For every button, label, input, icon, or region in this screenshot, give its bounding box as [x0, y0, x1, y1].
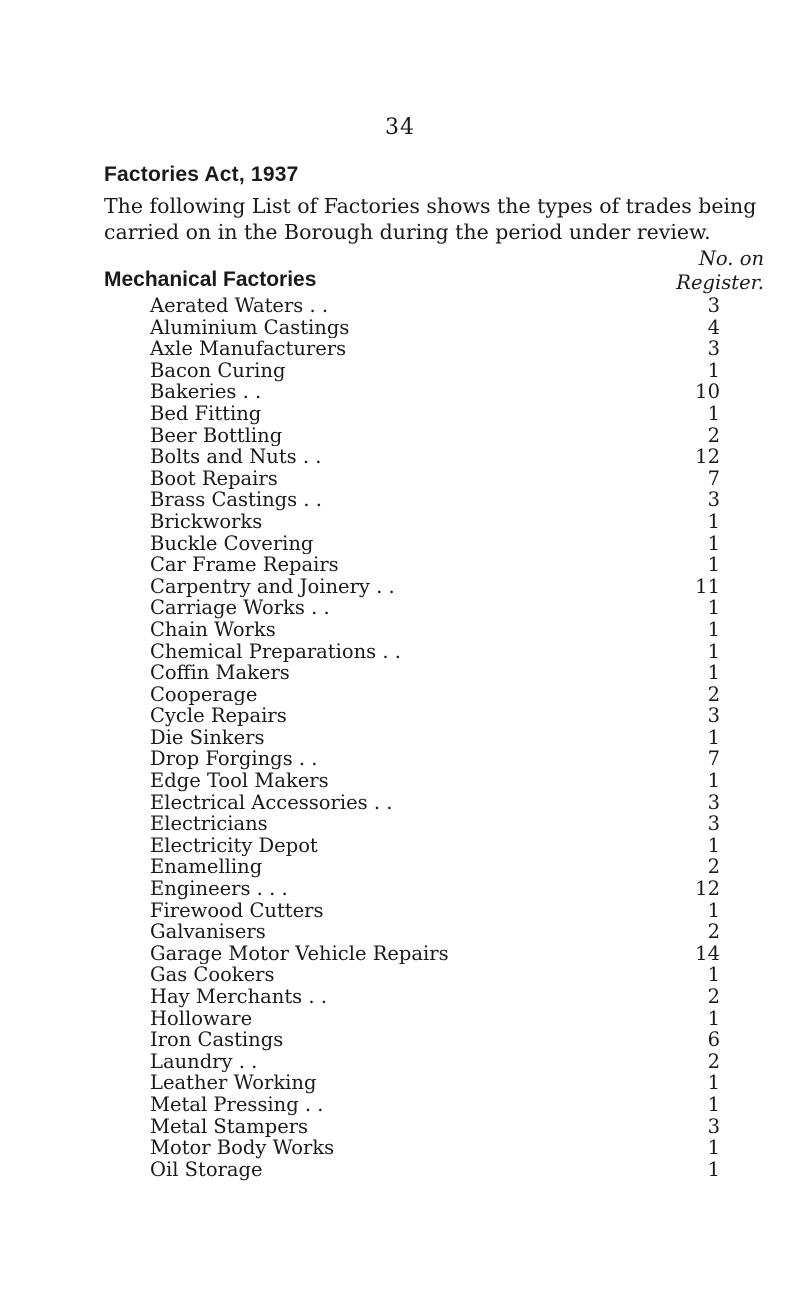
factory-trade-name: Brass Castings . .: [150, 489, 326, 511]
factory-trade-name: Boot Repairs: [150, 468, 282, 490]
factory-register-count: 1: [707, 553, 720, 577]
section-heading: Mechanical Factories: [104, 268, 317, 291]
factory-row: [150, 900, 720, 922]
factory-trade-name: Carriage Works . .: [150, 597, 334, 619]
factory-row: [150, 403, 720, 425]
factory-register-count: 1: [707, 1071, 720, 1095]
factory-register-count: 3: [707, 488, 720, 512]
factory-row: [150, 964, 720, 986]
factory-register-count: 1: [707, 1136, 720, 1160]
register-header-line-1: No. on: [698, 247, 764, 270]
factory-register-count: 3: [707, 294, 720, 317]
factory-register-count: 3: [707, 1114, 720, 1138]
page-title: Factories Act, 1937: [104, 163, 299, 186]
factory-trade-name: Chain Works: [150, 619, 280, 641]
factory-register-count: 1: [707, 769, 720, 793]
factory-trade-name: Axle Manufacturers: [150, 338, 350, 360]
factory-row: [150, 360, 720, 382]
factory-trade-name: Holloware: [150, 1008, 256, 1030]
factory-register-count: 2: [707, 1049, 720, 1073]
factory-row: [150, 1029, 720, 1051]
factory-register-count: 7: [707, 747, 720, 771]
factory-row: [150, 1051, 720, 1073]
factory-row: [150, 317, 720, 339]
register-header-line-2: Register.: [676, 271, 764, 294]
factory-trade-name: Laundry . .: [150, 1051, 261, 1073]
factory-trade-name: Bolts and Nuts . .: [150, 446, 325, 468]
factory-register-count: 2: [707, 423, 720, 447]
factory-register-count: 2: [707, 985, 720, 1008]
factory-trade-name: Bed Fitting: [150, 403, 265, 425]
factory-register-count: 1: [707, 639, 720, 663]
factory-row: [150, 1116, 720, 1138]
factory-register-count: 1: [707, 1006, 720, 1030]
factory-register-count: 6: [707, 1028, 720, 1052]
factory-row: [150, 727, 720, 749]
factory-register-count: 1: [707, 1157, 720, 1181]
factory-row: [150, 489, 720, 511]
factory-row: [150, 576, 720, 598]
factory-row: [150, 792, 720, 814]
factory-row: [150, 813, 720, 835]
factory-row: [150, 770, 720, 792]
factory-row: [150, 662, 720, 684]
factory-trade-name: Brickworks: [150, 511, 266, 533]
factory-trade-name: Carpentry and Joinery . .: [150, 576, 399, 598]
factory-trade-name: Beer Bottling: [150, 425, 286, 447]
factory-row: [150, 533, 720, 555]
factory-register-count: 2: [707, 855, 720, 879]
factory-row: [150, 835, 720, 857]
factory-register-count: 1: [707, 358, 720, 382]
factory-trade-name: Leather Working: [150, 1072, 320, 1094]
factory-trade-name: Cycle Repairs: [150, 705, 291, 727]
factory-register-count: 1: [707, 531, 720, 555]
factory-list: [150, 295, 720, 1180]
factory-row: [150, 1072, 720, 1094]
factory-row: [150, 554, 720, 576]
factory-trade-name: Firewood Cutters: [150, 900, 328, 922]
factory-trade-name: Galvanisers: [150, 921, 270, 943]
factory-trade-name: Drop Forgings . .: [150, 748, 321, 770]
factory-row: [150, 295, 720, 317]
factory-trade-name: Aluminium Castings: [150, 317, 353, 339]
factory-register-count: 1: [707, 1092, 720, 1116]
factory-row: [150, 641, 720, 663]
factory-row: [150, 705, 720, 727]
factory-trade-name: Aerated Waters . .: [150, 295, 332, 317]
factory-row: [150, 748, 720, 770]
factory-row: [150, 1094, 720, 1116]
factory-trade-name: Oil Storage: [150, 1159, 267, 1181]
factory-register-count: 1: [707, 963, 720, 987]
factory-trade-name: Metal Stampers: [150, 1116, 312, 1138]
factory-trade-name: Electricians: [150, 813, 272, 835]
factory-register-count: 1: [707, 617, 720, 641]
factory-register-count: 1: [707, 401, 720, 425]
factory-trade-name: Coffin Makers: [150, 662, 294, 684]
register-column-header: [676, 247, 764, 295]
factory-row: [150, 446, 720, 468]
factory-trade-name: Chemical Preparations . .: [150, 641, 405, 663]
factory-trade-name: Motor Body Works: [150, 1137, 338, 1159]
factory-row: [150, 619, 720, 641]
factory-register-count: 1: [707, 725, 720, 749]
factory-trade-name: Edge Tool Makers: [150, 770, 333, 792]
factory-register-count: 12: [695, 877, 720, 901]
factory-register-count: 2: [707, 682, 720, 706]
factory-register-count: 11: [695, 574, 720, 598]
factory-trade-name: Gas Cookers: [150, 964, 279, 986]
factory-trade-name: Cooperage: [150, 684, 261, 706]
factory-trade-name: Garage Motor Vehicle Repairs: [150, 943, 453, 965]
factory-trade-name: Electrical Accessories . .: [150, 792, 396, 814]
factory-row: [150, 1159, 720, 1181]
factory-row: [150, 921, 720, 943]
factory-register-count: 1: [707, 596, 720, 620]
factory-register-count: 1: [707, 661, 720, 685]
factory-register-count: 3: [707, 790, 720, 814]
factory-trade-name: Bacon Curing: [150, 360, 289, 382]
factory-trade-name: Metal Pressing . .: [150, 1094, 327, 1116]
factory-register-count: 3: [707, 812, 720, 836]
factory-trade-name: Bakeries . .: [150, 381, 265, 403]
factory-row: [150, 338, 720, 360]
factory-register-count: 14: [695, 941, 720, 965]
factory-row: [150, 856, 720, 878]
factory-register-count: 1: [707, 898, 720, 922]
factory-row: [150, 684, 720, 706]
factory-register-count: 3: [707, 704, 720, 728]
factory-register-count: 10: [695, 380, 720, 404]
factory-row: [150, 425, 720, 447]
intro-line-1: The following List of Factories shows the types of trades being: [104, 194, 757, 218]
factory-row: [150, 468, 720, 490]
factory-register-count: 1: [707, 833, 720, 857]
factory-register-count: 2: [707, 920, 720, 944]
factory-trade-name: Die Sinkers: [150, 727, 268, 749]
factory-row: [150, 381, 720, 403]
factory-row: [150, 986, 720, 1008]
factory-trade-name: Car Frame Repairs: [150, 554, 343, 576]
page-number: 34: [385, 115, 415, 140]
intro-line-2: carried on in the Borough during the period under review.: [104, 220, 711, 244]
factory-trade-name: Iron Castings: [150, 1029, 287, 1051]
factory-row: [150, 878, 720, 900]
factory-trade-name: Hay Merchants . .: [150, 986, 331, 1008]
factory-trade-name: Enamelling: [150, 856, 266, 878]
factory-row: [150, 943, 720, 965]
factory-register-count: 7: [707, 466, 720, 490]
intro-paragraph: [104, 193, 764, 245]
factory-trade-name: Engineers . . .: [150, 878, 292, 900]
factory-trade-name: Buckle Covering: [150, 533, 317, 555]
factory-row: [150, 511, 720, 533]
factory-register-count: 12: [695, 445, 720, 469]
factory-register-count: 3: [707, 337, 720, 361]
factory-row: [150, 1008, 720, 1030]
factory-register-count: 4: [707, 315, 720, 339]
factory-row: [150, 1137, 720, 1159]
factory-row: [150, 597, 720, 619]
factory-register-count: 1: [707, 509, 720, 533]
factory-trade-name: Electricity Depot: [150, 835, 322, 857]
